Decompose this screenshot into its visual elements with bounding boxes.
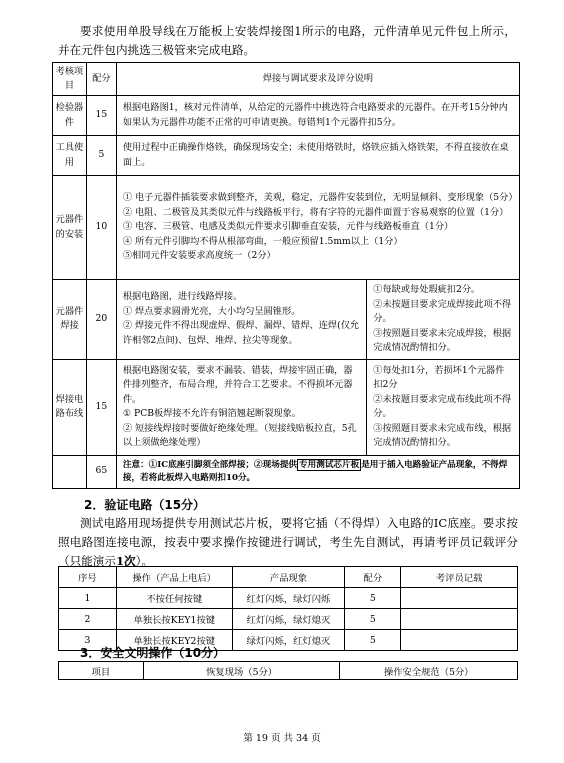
row-line: ② 焊接元件不得出现虚焊、假焊、漏焊、错焊、连焊(仅允许相邻2点间)、包焊、堆焊、拉尖等现象。 bbox=[122, 320, 360, 346]
row-line: ① 电子元器件插装要求做到整齐，美观，稳定，元器件安装到位，无明显倾斜、变形现象（5分） bbox=[122, 192, 518, 204]
table-note-row bbox=[53, 455, 520, 488]
row-line: ① 焊点要求圆滑光亮，大小均匀呈圆锥形。 bbox=[122, 305, 301, 317]
section-3-heading: 3．安全文明操作（10分） bbox=[80, 646, 226, 660]
row-score: 10 bbox=[86, 176, 116, 280]
table-row bbox=[53, 96, 520, 136]
penalty-line: ①每缺或每处瑕疵扣2分。 bbox=[373, 284, 481, 295]
header-item: 考核项目 bbox=[53, 63, 87, 96]
verification-table bbox=[58, 566, 518, 651]
row-line: 根据电路图1，核对元件清单，从给定的元器件中挑选符合电路要求的元器件。在开考15分钟内如果认为元器件功能不正常的可申请更换。每错判1个元器件扣5分。 bbox=[122, 102, 508, 128]
row-score: 5 bbox=[86, 136, 116, 176]
row-line: 使用过程中正确操作烙铁，确保现场安全；未使用烙铁时，烙铁应插入烙铁架，不得直接放在桌面上。 bbox=[122, 142, 509, 168]
penalty-line: ③按照题目要求未完成布线，根据完成情况酌情扣分。 bbox=[373, 422, 512, 448]
page-footer: 第 19 页 共 34 页 bbox=[243, 733, 321, 744]
row-line: ② 短接线焊接时要做好绝缘处理。（短接线贴板拉直，5孔以上须做绝缘处理） bbox=[122, 422, 357, 448]
table-row bbox=[53, 359, 520, 455]
header-no: 序号 bbox=[59, 567, 117, 588]
penalty-line: ②未按题目要求完成布线此项不得分。 bbox=[373, 393, 512, 419]
row-line: ⑤相同元件安装要求高度统一（2分） bbox=[122, 250, 276, 262]
row-score: 20 bbox=[86, 280, 116, 360]
header-record: 考评员记载 bbox=[401, 567, 518, 588]
table-header-row bbox=[53, 63, 520, 96]
note-text-end: 是用于插入电路验证产品现象，不得焊接，若将此板焊入电路则扣10分。 bbox=[122, 459, 508, 483]
safety-table bbox=[58, 661, 518, 680]
table-header-row bbox=[59, 662, 518, 680]
header-score: 配分 bbox=[345, 567, 401, 588]
row-item: 元器件的安装 bbox=[53, 176, 87, 280]
row-line: ② 电阻、二极管及其类似元件与线路板平行，将有字符的元器件面置于容易观察的位置（1分） bbox=[122, 206, 509, 218]
assessment-table bbox=[52, 62, 520, 489]
section-2-heading: 2．验证电路（15分） bbox=[84, 498, 206, 512]
row-item: 元器件焊接 bbox=[53, 280, 87, 360]
test-chip-board-label: 专用测试芯片板 bbox=[299, 459, 360, 470]
row-item: 焊接电路布线 bbox=[53, 359, 87, 455]
header-score: 配分 bbox=[86, 63, 116, 96]
row-line: 根据电路图，进行线路焊接。 bbox=[122, 291, 243, 303]
row-line: 根据电路图安装，要求不漏装、错装，焊接牢固正确，器件排列整齐，布局合理，并符合工艺要求。不得损坏元器件。 bbox=[122, 364, 353, 405]
penalty-line: ③按照题目要求未完成焊接，根据完成情况酌情扣分。 bbox=[373, 327, 512, 353]
note-text: 注意：①IC底座引脚须全部焊接；②现场提供 bbox=[122, 459, 298, 470]
header-project: 项目 bbox=[59, 662, 144, 680]
row-item: 工具使用 bbox=[53, 136, 87, 176]
intro-paragraph: 要求使用单股导线在万能板上安装焊接图1所示的电路，元件清单见元件包上所示，并在元件包内挑选三极管来完成电路。 bbox=[58, 24, 516, 57]
table-row: 3 单独长按KEY2按键 绿灯闪烁，红灯熄灭 5 bbox=[59, 630, 518, 651]
row-line: ④ 所有元件引脚均不得从根部弯曲，一般应预留1.5mm以上（1分） bbox=[122, 235, 403, 247]
header-operation: 操作（产品上电后） bbox=[116, 567, 232, 588]
header-safety: 操作安全规范（5分） bbox=[340, 662, 518, 680]
table-row bbox=[53, 280, 520, 360]
table-header-row bbox=[59, 567, 518, 588]
header-phenomenon: 产品现象 bbox=[232, 567, 345, 588]
row-score: 15 bbox=[86, 359, 116, 455]
emphasis-once: 1次 bbox=[115, 554, 136, 568]
section-2-paragraph: 测试电路用现场提供专用测试芯片板，要将它插（不得焊）入电路的IC底座。要求按照电路图连接电源，按表中要求操作按键进行调试，考生先自测试，再请考评员记载评分（只能演示1次）。 bbox=[58, 516, 518, 568]
header-desc: 焊接与调试要求及评分说明 bbox=[116, 63, 519, 96]
note-score: 65 bbox=[86, 455, 116, 488]
table-row bbox=[53, 136, 520, 176]
row-line: ① PCB板焊接不允许有铜箔翘起断裂现象。 bbox=[122, 408, 301, 419]
row-line: ③ 电容、三极管、电感及类似元件要求引脚垂直安装，元件与线路板垂直（1分） bbox=[122, 221, 454, 233]
penalty-line: ①每处扣1分，若损坏1个元器件扣2分 bbox=[373, 364, 505, 390]
row-score: 15 bbox=[86, 96, 116, 136]
table-row: 1 不按任何按键 红灯闪烁，绿灯闪烁 5 bbox=[59, 588, 518, 609]
row-item: 检验器件 bbox=[53, 96, 87, 136]
header-restore: 恢复现场（5分） bbox=[143, 662, 340, 680]
table-row bbox=[53, 176, 520, 280]
table-row: 2 单独长按KEY1按键 红灯闪烁，绿灯熄灭 5 bbox=[59, 609, 518, 630]
penalty-line: ②未按题目要求完成焊接此项不得分。 bbox=[373, 298, 512, 324]
